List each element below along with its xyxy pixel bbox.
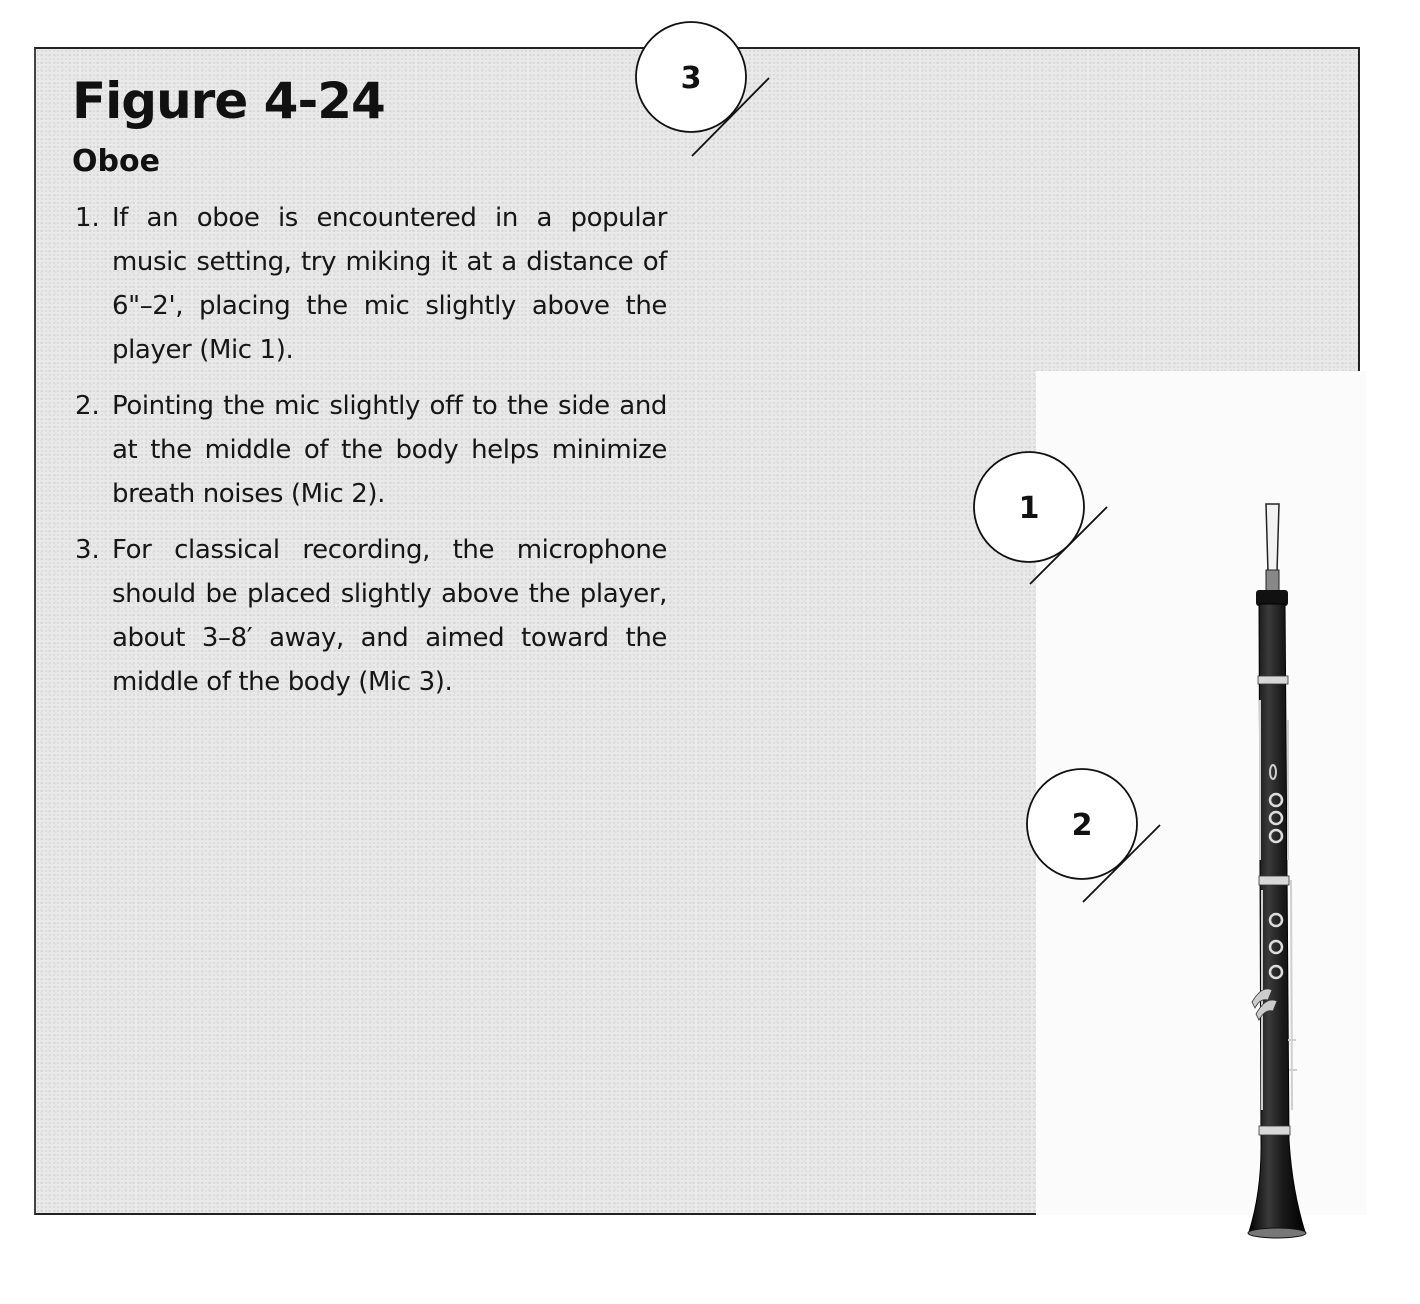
figure-title: Figure 4-24 [72,72,385,130]
mic-1-label: 1 [1018,491,1040,526]
step-number: 3. [75,535,100,565]
mic-2-label: 2 [1071,808,1093,843]
step-number: 1. [75,203,100,233]
oboe-bell-rim [1248,1228,1306,1238]
mic-3-icon [636,22,769,156]
oboe-ring [1259,1126,1290,1135]
step-text: If an oboe is encountered in a popular music setting, try miking it at a distance of 6"–2', placing the mic slightly above the player (Mic 1). [112,203,667,365]
oboe-body [1249,604,1305,1232]
step-text: For classical recording, the microphone should be placed slightly above the player, about 3–8′ away, and aimed toward the middle of the body (Mic 3). [112,535,667,697]
mic-2-icon [1027,769,1160,902]
figure-subtitle: Oboe [72,144,160,179]
step-text: Pointing the mic slightly off to the side and at the middle of the body helps minimize breath noises (Mic 2). [112,391,667,509]
oboe-icon [1248,504,1306,1238]
oboe-key-rod [1291,880,1292,1110]
oboe-reed [1266,504,1279,572]
mic-3-label: 3 [680,61,702,96]
oboe-staple [1266,570,1279,592]
oboe-ring [1258,676,1288,684]
oboe-ring [1259,876,1289,885]
step-number: 2. [75,391,100,421]
mic-1-icon [974,452,1107,584]
